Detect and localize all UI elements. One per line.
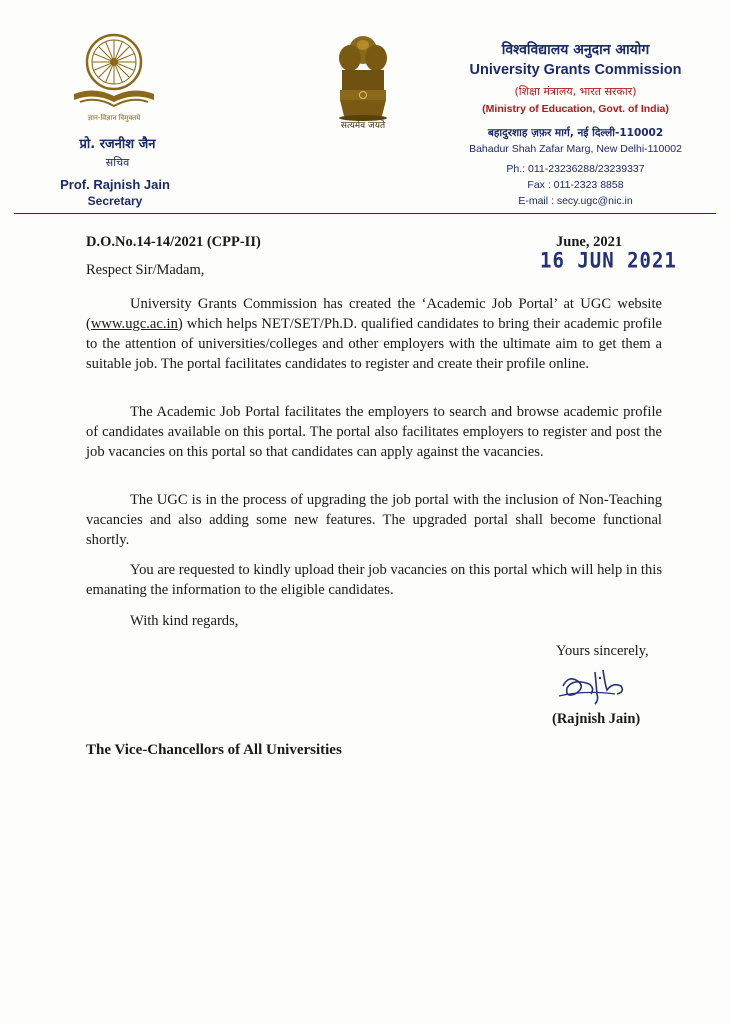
signature [555,664,635,710]
signer-name: (Rajnish Jain) [552,711,641,727]
fax-number: Fax : 011-2323 8858 [527,179,624,191]
paragraph-2: The Academic Job Portal facilitates the employers to search and browse academic profile of candidates available on this portal. The portal also facilitates employers to register and post the job vacancies on this portal so that candidates can apply against the vacancies. [86,404,662,460]
secretary-name-hindi: प्रो. रजनीश जैन [79,137,156,152]
addressee: The Vice-Chancellors of All Universities [86,742,342,758]
organization-name-hindi: विश्वविद्यालय अनुदान आयोग [501,42,650,58]
ugc-logo [68,28,160,124]
ugc-website-link[interactable]: www.ugc.ac.in [90,316,178,332]
paragraph-1-text-cont: ) which helps NET/SET/Ph.D. qualified candidates to bring their academic profile to the attention of universities/colleges and other employers with the ultimate aim to get them a suitable job. The portal facilitates candidates to register and create their profile online. [86,316,662,372]
national-emblem [330,28,396,124]
closing: Yours sincerely, [556,643,649,659]
phone-number: Ph.: 011-23236288/23239337 [506,163,645,175]
salutation: Respect Sir/Madam, [86,262,205,278]
ministry-hindi: (शिक्षा मंत्रालय, भारत सरकार) [514,85,637,98]
header-divider [14,213,716,214]
paragraph-3: The UGC is in the process of upgrading the job portal with the inclusion of Non-Teaching vacancies and also adding some new features. The upgraded portal shall become functional shortly. [86,492,662,548]
emblem-motto: सत्यमेव जयते [340,121,386,131]
address-hindi: बहादुरशाह ज़फ़र मार्ग, नई दिल्ली-110002 [487,127,664,139]
address: Bahadur Shah Zafar Marg, New Delhi-110002 [469,143,682,155]
ministry: (Ministry of Education, Govt. of India) [482,103,669,115]
organization-name: University Grants Commission [469,62,682,78]
letter-date: June, 2021 [556,234,623,250]
paragraph-1-text: University Grants Commission has created the ‘Academic Job Portal’ at UGC website ( [86,296,662,332]
secretary-title-hindi: सचिव [105,156,130,169]
secretary-name: Prof. Rajnish Jain [60,177,170,192]
paragraph-1 [86,294,662,374]
secretary-title: Secretary [87,194,143,208]
reference-number: D.O.No.14-14/2021 (CPP-II) [86,234,261,250]
regards-line: With kind regards, [130,613,239,629]
svg-text:ज्ञान-विज्ञान विमुक्तये: ज्ञान-विज्ञान विमुक्तये [87,114,141,122]
paragraph-4: You are requested to kindly upload their job vacancies on this portal which will help in this emanating the information to the eligible candidates. [86,562,662,598]
date-stamp: 16 JUN 2021 [540,248,677,274]
email-address: E-mail : secy.ugc@nic.in [518,195,633,207]
